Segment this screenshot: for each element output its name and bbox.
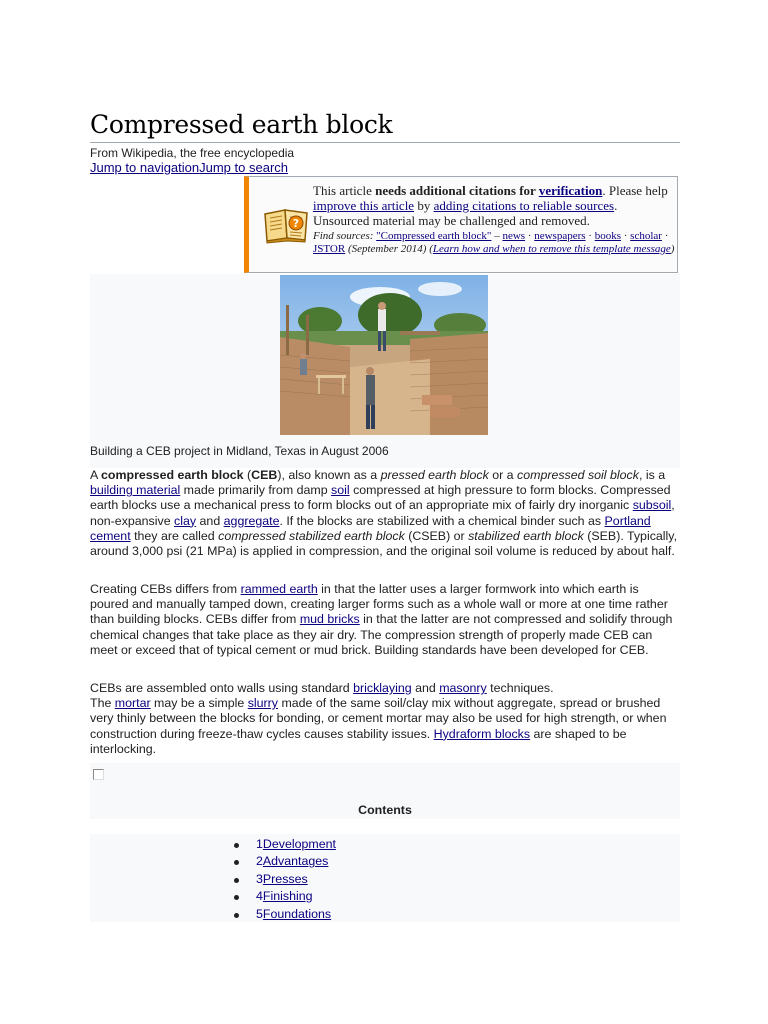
mortar-link[interactable]: mortar (114, 696, 151, 711)
jump-to-navigation-link[interactable]: Jump to navigation (90, 160, 200, 175)
title-divider (90, 142, 680, 143)
text-run: are shaped to be interlocking. (90, 726, 627, 756)
text-run: techniques. (486, 681, 554, 695)
text-run: compressed at high pressure to form blocks. Compressed earth blocks use a mechanical press to form blocks out of an appropriate mix of fairly dry inorganic (90, 483, 671, 513)
text-run: ( (243, 468, 252, 482)
improve-article-link[interactable]: improve this article (313, 198, 415, 213)
mud-bricks-link[interactable]: mud bricks (299, 612, 360, 627)
text-run: A (90, 468, 102, 482)
text-run: they are called (130, 528, 219, 543)
slurry-link[interactable]: slurry (247, 696, 279, 711)
text-run: (SEB). Typically, around 3,000 psi (21 MPa) is applied in compression, and the original soil volume is reduced by about half. (90, 528, 678, 559)
toc-item-link[interactable]: Advantages (262, 854, 329, 869)
italic-term: compressed soil block (517, 468, 639, 482)
book-question-icon (261, 204, 313, 244)
bold-term: compressed earth block (101, 468, 244, 482)
toc-title: Contents (358, 803, 412, 817)
notice-text-part: This article (313, 183, 376, 198)
toc-item-number: 3 (256, 871, 263, 886)
text-run: may be a simple (150, 696, 248, 711)
bricklaying-link[interactable]: bricklaying (353, 681, 412, 695)
toc-item[interactable] (234, 888, 336, 905)
text-run: , is a (638, 468, 666, 482)
figure-caption: Building a CEB project in Midland, Texas in August 2006 (90, 444, 389, 458)
italic-term: pressed earth block (380, 468, 489, 482)
text-run: The (90, 696, 115, 711)
paren-open: ( (426, 243, 433, 255)
text-run: and (411, 681, 440, 695)
building-material-link[interactable]: building material (90, 483, 181, 498)
paragraph-2 (90, 582, 680, 658)
text-run: and (196, 513, 224, 528)
masonry-link[interactable]: masonry (439, 681, 487, 695)
svg-text:?: ? (292, 217, 300, 230)
separator: · (621, 230, 631, 242)
text-run: made of the same soil/clay mix without aggregate, spread or brushed very thinly between the blocks for bonding, or cement mortar may also be used for high strength, or when construction during freeze-thaw cycles causes stability issues. (90, 696, 667, 741)
verification-link[interactable]: verification (538, 183, 603, 198)
toc-item-link[interactable]: Foundations (262, 906, 332, 921)
books-link[interactable]: books (594, 230, 621, 242)
toc-item-number: 4 (256, 889, 263, 904)
adding-citations-link[interactable]: adding citations to reliable sources (433, 198, 615, 213)
text-run: in that the latter uses a larger formwork into which earth is poured and manually tamped down, creating larger forms such as a whole wall or more at one time rather than building blocks. CEBs differ from (90, 582, 668, 627)
notice-text-part: . Unsourced material may be challenged and removed. (313, 198, 618, 228)
italic-term: compressed stabilized earth block (218, 528, 405, 543)
clay-link[interactable]: clay (174, 513, 197, 528)
text-run: ), also known as a (277, 468, 381, 482)
learn-remove-template-link[interactable]: Learn how and when to remove this template message (432, 243, 671, 255)
notice-text-part: . Please help (602, 183, 668, 198)
toc-item-number: 1 (256, 837, 263, 851)
toc-list (234, 836, 336, 923)
text-run: Creating CEBs differs from (90, 582, 241, 596)
notice-bold-text: needs additional citations for (375, 183, 539, 198)
toc-item[interactable] (234, 871, 336, 888)
citation-needed-notice (244, 176, 678, 273)
text-run: CEBs are assembled onto walls using standard (90, 681, 354, 695)
notice-message (313, 183, 675, 228)
jstor-link[interactable]: JSTOR (313, 243, 346, 255)
ceb-construction-photo[interactable] (280, 275, 488, 435)
italic-term: stabilized earth block (468, 528, 584, 543)
scholar-link[interactable]: scholar (630, 230, 662, 242)
separator: – (491, 230, 503, 242)
text-run: , non-expansive (90, 498, 675, 528)
jump-links (90, 160, 288, 175)
notice-text (313, 183, 675, 256)
find-sources-label: Find sources: (313, 230, 377, 242)
toc-item-link[interactable]: Finishing (262, 889, 313, 904)
site-tagline: From Wikipedia, the free encyclopedia (90, 146, 295, 160)
separator: · (585, 230, 595, 242)
toc-header (90, 763, 680, 819)
toc-item[interactable] (234, 906, 336, 923)
find-sources (313, 230, 675, 256)
notice-date: (September 2014) (345, 243, 427, 255)
hydraform-blocks-link[interactable]: Hydraform blocks (433, 726, 531, 741)
toc-item[interactable] (234, 853, 336, 870)
bold-term: CEB (251, 468, 278, 482)
paragraph-3 (90, 681, 680, 757)
text-run: . If the blocks are stabilized with a chemical binder such as (279, 513, 605, 528)
toc-item-number: 2 (256, 854, 263, 869)
soil-link[interactable]: soil (331, 483, 350, 498)
text-run: (CSEB) or (404, 528, 469, 543)
newspapers-link[interactable]: newspapers (534, 230, 586, 242)
text-run: or a (488, 468, 518, 482)
separator: · (661, 230, 669, 242)
toc-toggle-checkbox[interactable] (93, 769, 104, 780)
paren-close: ) (670, 243, 675, 255)
jump-to-search-link[interactable]: Jump to search (199, 160, 288, 175)
toc-item-link[interactable]: Development (262, 837, 336, 851)
lead-paragraph (90, 468, 680, 559)
portland-cement-link[interactable]: Portland cement (90, 513, 651, 543)
notice-text-part: by (414, 198, 434, 213)
text-run: made primarily from damp (180, 483, 332, 498)
toc-item-number: 5 (256, 906, 263, 921)
toc-item-link[interactable]: Presses (262, 871, 308, 886)
rammed-earth-link[interactable]: rammed earth (240, 582, 318, 596)
toc-item[interactable] (234, 836, 336, 853)
news-link[interactable]: news (502, 230, 526, 242)
article-figure (90, 274, 680, 468)
separator: · (525, 230, 535, 242)
table-of-contents (90, 834, 680, 922)
text-run: in that the latter are not compressed and solidify through chemical changes that take place as they air dry. The compression strength of properly made CEB can meet or exceed that of typical cement or mud brick. Building standards have been developed for CEB. (90, 612, 673, 657)
subsoil-link[interactable]: subsoil (632, 498, 672, 513)
page-title: Compressed earth block (90, 110, 393, 139)
find-sources-query-link[interactable]: "Compressed earth block" (376, 230, 492, 242)
aggregate-link[interactable]: aggregate (223, 513, 280, 528)
